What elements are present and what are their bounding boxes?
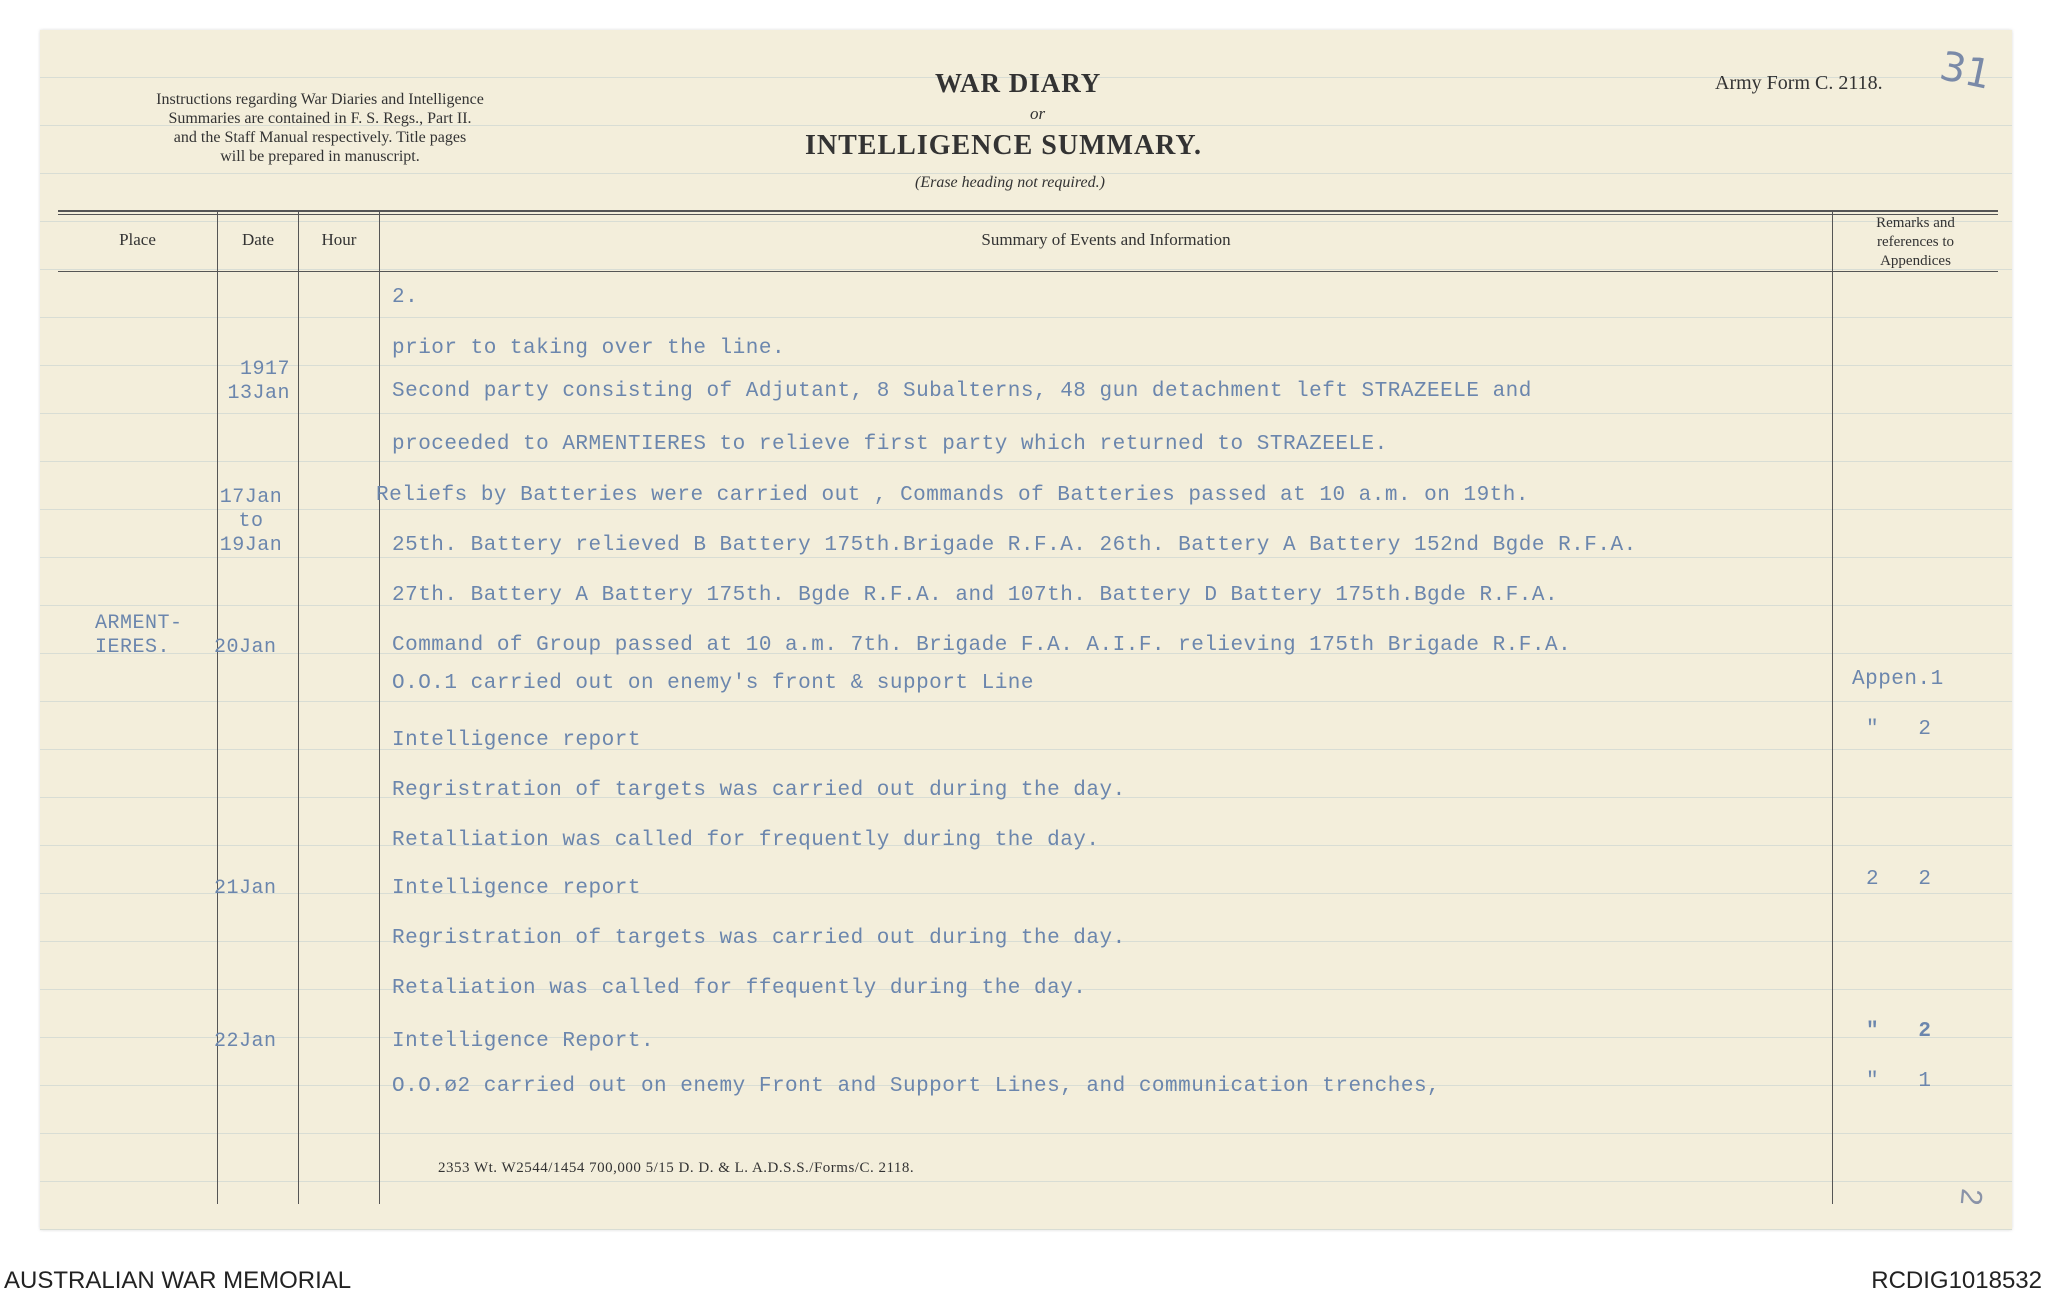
col-header-summary: Summary of Events and Information bbox=[981, 230, 1231, 249]
col-header-place: Place bbox=[119, 230, 156, 249]
date-entry: 22Jan bbox=[214, 1030, 277, 1053]
army-form-id: Army Form C. 2118. bbox=[1715, 72, 1883, 94]
remark-entry: Appen.1 bbox=[1852, 668, 1944, 691]
summary-line: Intelligence Report. bbox=[392, 1030, 655, 1053]
date-entry: 20Jan bbox=[214, 636, 277, 659]
summary-line: 25th. Battery relieved B Battery 175th.Brigade R.F.A. 26th. Battery A Battery 152nd Bgde R.F.A. bbox=[392, 534, 1637, 557]
sheet-number: 2. bbox=[392, 286, 419, 309]
col-header-remarks: Remarks and references to Appendices bbox=[1876, 215, 1955, 269]
summary-line: Second party consisting of Adjutant, 8 Subalterns, 48 gun detachment left STRAZEELE and bbox=[392, 380, 1532, 403]
printer-imprint: 2353 Wt. W2544/1454 700,000 5/15 D. D. & L. A.D.S.S./Forms/C. 2118. bbox=[438, 1160, 915, 1176]
archive-caption: AUSTRALIAN WAR MEMORIAL bbox=[4, 1267, 352, 1294]
summary-line: Retalliation was called for frequently during the day. bbox=[392, 829, 1100, 852]
date-entry: 17Jan to 19Jan bbox=[219, 486, 283, 557]
remark-entry: " 2 bbox=[1866, 1020, 1932, 1043]
form-title-or: or bbox=[1030, 104, 1046, 123]
summary-line: Command of Group passed at 10 a.m. 7th. Brigade F.A. A.I.F. relieving 175th Brigade R.F.A. bbox=[392, 634, 1572, 657]
table-top-rule-2 bbox=[58, 214, 1998, 215]
place-entry: ARMENT- IERES. bbox=[95, 612, 183, 659]
instructions-note: Instructions regarding War Diaries and Intelligence Summaries are contained in F. S. Regs., Part II. and the Staff Manual respectively. Title pages will be prepared in manuscript. bbox=[156, 91, 484, 165]
summary-line: Intelligence report bbox=[392, 877, 641, 900]
remark-entry: " 1 bbox=[1866, 1070, 1932, 1093]
corner-mark: 2 bbox=[1953, 1187, 1989, 1207]
summary-line: prior to taking over the line. bbox=[392, 337, 786, 360]
summary-line: 27th. Battery A Battery 175th. Bgde R.F.A. and 107th. Battery D Battery 175th.Bgde R.F.A. bbox=[392, 584, 1559, 607]
summary-line: proceeded to ARMENTIERES to relieve first party which returned to STRAZEELE. bbox=[392, 433, 1388, 456]
col-header-date: Date bbox=[241, 230, 275, 249]
date-entry: 21Jan bbox=[214, 877, 277, 900]
summary-line: Regristration of targets was carried out during the day. bbox=[392, 927, 1126, 950]
summary-line: Intelligence report bbox=[392, 729, 641, 752]
header-bottom-rule bbox=[58, 271, 1998, 272]
form-subtitle: INTELLIGENCE SUMMARY. bbox=[805, 130, 1203, 161]
summary-line: O.O.ø2 carried out on enemy Front and Support Lines, and communication trenches, bbox=[392, 1075, 1441, 1098]
remark-entry: " 2 bbox=[1866, 718, 1932, 741]
remark-entry: 2 2 bbox=[1866, 868, 1932, 891]
erase-note: (Erase heading not required.) bbox=[915, 174, 1105, 191]
summary-line: Reliefs by Batteries were carried out , Commands of Batteries passed at 10 a.m. on 19th. bbox=[376, 484, 1529, 507]
col-header-hour: Hour bbox=[321, 230, 357, 249]
summary-line: Retaliation was called for ffequently during the day. bbox=[392, 977, 1087, 1000]
summary-line: Regristration of targets was carried out during the day. bbox=[392, 779, 1126, 802]
form-title: WAR DIARY bbox=[935, 68, 1102, 98]
col-divider-hour bbox=[379, 212, 380, 1204]
date-entry: 1917 13Jan bbox=[227, 358, 290, 405]
page-number: 31 bbox=[1935, 43, 1996, 99]
summary-line: O.O.1 carried out on enemy's front & support Line bbox=[392, 672, 1035, 695]
col-divider-summary bbox=[1832, 212, 1833, 1204]
table-top-rule bbox=[58, 210, 1998, 212]
col-divider-date bbox=[298, 212, 299, 1204]
record-id: RCDIG1018532 bbox=[1871, 1267, 2042, 1294]
